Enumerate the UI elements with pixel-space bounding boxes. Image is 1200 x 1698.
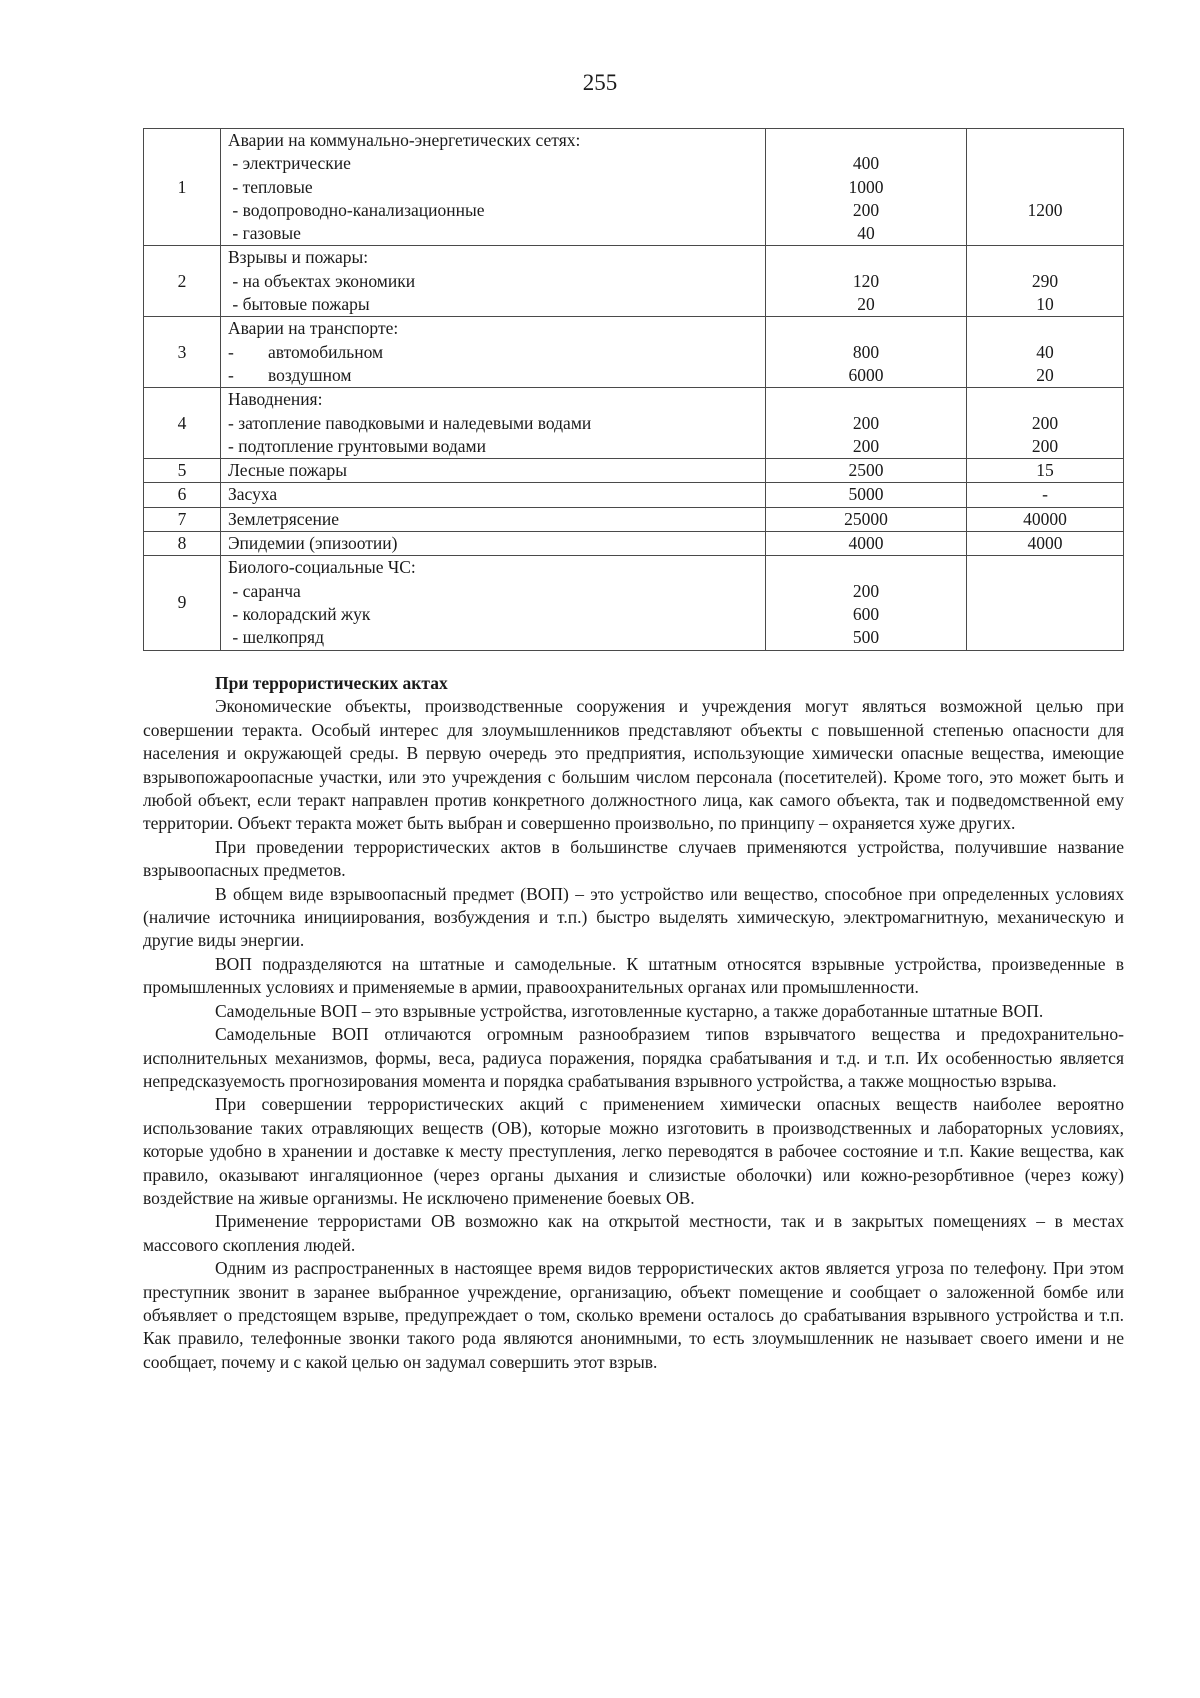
row-value [974, 603, 1116, 626]
row-value [773, 556, 959, 579]
row-name-line [228, 508, 758, 531]
row-name-line [228, 246, 758, 269]
row-name-line [228, 199, 758, 222]
row-value: 500 [852, 627, 880, 648]
section-paragraphs [143, 695, 1124, 1374]
row-name-text: - тепловые [228, 176, 313, 197]
row-number: 3 [144, 317, 221, 388]
row-value [974, 580, 1116, 603]
row-value: 40000 [1023, 508, 1067, 529]
row-value [974, 556, 1116, 579]
row-number: 5 [144, 459, 221, 483]
row-value-2-cell [967, 246, 1124, 317]
row-value: 600 [852, 603, 880, 624]
row-value: 15 [1036, 460, 1054, 481]
row-name-cell [221, 246, 766, 317]
row-value-1-cell [766, 507, 967, 531]
row-name-text: - шелкопряд [228, 627, 324, 648]
row-name-cell [221, 483, 766, 507]
row-name-cell [221, 556, 766, 650]
row-name-text: Эпидемии (эпизоотии) [228, 533, 398, 554]
row-name-cell [221, 507, 766, 531]
row-name-text: - подтопление грунтовыми водами [228, 435, 486, 456]
table-row [144, 507, 1124, 531]
row-name-text: Землетрясение [228, 508, 340, 529]
row-name-line [228, 270, 758, 293]
row-value [974, 317, 1116, 340]
row-name-line [228, 176, 758, 199]
row-value: 200 [1031, 412, 1059, 433]
row-value-2-cell [967, 129, 1124, 246]
row-value: 1200 [1027, 199, 1063, 220]
row-value-2-cell [967, 459, 1124, 483]
table-row [144, 532, 1124, 556]
row-name-text: - колорадский жук [228, 603, 371, 624]
row-value: 290 [1031, 270, 1059, 291]
paragraph: В общем виде взрывоопасный предмет (ВОП) – это устройство или вещество, способное при определенных условиях (наличие источника инициирования, возбуждения и т.п.) быстро выделять химическую, электромагнитную, механическую и другие виды энергии. [143, 883, 1124, 951]
row-value-1-cell [766, 459, 967, 483]
page-number: 255 [582, 70, 618, 95]
row-value: 5000 [848, 484, 884, 505]
row-value: 1000 [848, 176, 884, 197]
row-name-text: Взрывы и пожары: [228, 247, 369, 268]
table-row [144, 483, 1124, 507]
row-value: 120 [852, 270, 880, 291]
row-value: 10 [1036, 294, 1054, 315]
row-name-cell [221, 317, 766, 388]
section-heading: При террористических актах [215, 673, 448, 693]
table-row [144, 317, 1124, 388]
row-name-text: Биолого-социальные ЧС: [228, 557, 416, 578]
row-value [974, 626, 1116, 649]
row-value [974, 246, 1116, 269]
row-value-2-cell [967, 483, 1124, 507]
row-value [773, 388, 959, 411]
table-row [144, 246, 1124, 317]
row-value-2-cell [967, 556, 1124, 650]
row-value: 200 [852, 199, 880, 220]
row-value [974, 152, 1116, 175]
row-value-1-cell [766, 388, 967, 459]
row-name-text: Лесные пожары [228, 460, 348, 481]
table-row [144, 556, 1124, 650]
row-name-text: - на объектах экономики [228, 270, 416, 291]
row-value-1-cell [766, 556, 967, 650]
row-value-1-cell [766, 532, 967, 556]
row-value: 400 [852, 153, 880, 174]
list-dash: - [228, 341, 234, 362]
row-value: 40 [1036, 341, 1054, 362]
row-name-line [228, 412, 758, 435]
row-name-cell [221, 388, 766, 459]
row-value: 6000 [848, 364, 884, 385]
row-value: 25000 [844, 508, 888, 529]
row-name-line [228, 293, 758, 316]
row-name-line [228, 222, 758, 245]
row-value [773, 317, 959, 340]
row-value-2-cell [967, 317, 1124, 388]
row-value-1-cell [766, 129, 967, 246]
row-name-line [228, 626, 758, 649]
row-value-1-cell [766, 246, 967, 317]
row-value: 800 [852, 341, 880, 362]
row-name-cell [221, 129, 766, 246]
row-value: 4000 [848, 533, 884, 554]
row-name-line [228, 580, 758, 603]
row-name-text: Аварии на транспорте: [228, 318, 399, 339]
table-row [144, 129, 1124, 246]
row-value [974, 129, 1116, 152]
row-value [974, 176, 1116, 199]
row-value [773, 129, 959, 152]
row-name-cell [221, 532, 766, 556]
table-row [144, 459, 1124, 483]
row-name-cell [221, 459, 766, 483]
emergency-table-body [144, 129, 1124, 651]
row-name-line [228, 364, 758, 387]
row-value-2-cell [967, 532, 1124, 556]
paragraph: При совершении террористических акций с применением химически опасных веществ наиболее вероятно использование таких отравляющих веществ (ОВ), которые можно изготовить в производственных и лабораторных условиях, которые удобно в хранении и доставке к месту преступления, легко переводятся в рабочее состояние и т.п. Какие вещества, как правило, оказывают ингаляционное (через органы дыхания и слизистые оболочки) или кожно-резорбтивное (через кожу) воздействие на живые организмы. Не исключено применение боевых ОВ. [143, 1094, 1124, 1208]
row-name-text: Засуха [228, 484, 278, 505]
row-name-text: Аварии на коммунально-энергетических сетях: [228, 130, 581, 150]
row-number: 2 [144, 246, 221, 317]
row-number: 6 [144, 483, 221, 507]
row-name-line [228, 435, 758, 458]
row-name-line [228, 603, 758, 626]
row-number: 4 [144, 388, 221, 459]
row-value: - [1042, 484, 1048, 505]
list-dash: - [228, 364, 234, 385]
row-name-line [228, 341, 758, 364]
row-name-line [228, 532, 758, 555]
row-name-line [228, 388, 758, 411]
row-name-line [228, 556, 758, 579]
row-value: 2500 [848, 460, 884, 481]
row-number: 8 [144, 532, 221, 556]
row-number: 1 [144, 129, 221, 246]
row-value: 20 [1036, 364, 1054, 385]
row-value-1-cell [766, 317, 967, 388]
row-number: 7 [144, 507, 221, 531]
row-name-text: - затопление паводковыми и наледевыми водами [228, 412, 592, 433]
row-value: 20 [857, 294, 875, 315]
row-value: 200 [852, 435, 880, 456]
terror-section [143, 672, 1124, 1374]
row-value-2-cell [967, 388, 1124, 459]
paragraph: Экономические объекты, производственные сооружения и учреждения могут являться возможной целью при совершении теракта. Особый интерес для злоумышленников представляют объекты с повышенной степенью опасности для населения и окружающей среды. В первую очередь это предприятия, использующие химически опасные вещества, имеющие взрывопожароопасные участки, или это учреждения с большим числом персонала (посетителей). Кроме того, это может быть и любой объект, если теракт направлен против конкретного должностного лица, как самого объекта, так и подведомственной ему территории. Объект теракта может быть выбран и совершенно произвольно, по принципу – охраняется хуже других. [143, 696, 1124, 834]
row-value [974, 388, 1116, 411]
row-name-line [228, 129, 758, 152]
row-value [974, 222, 1116, 245]
paragraph: Самодельные ВОП отличаются огромным разнообразием типов взрывчатого вещества и предохранительно-исполнительных механизмов, формы, веса, радиуса поражения, порядка срабатывания и т.д. и т.п. Их особенностью является непредсказуемость прогнозирования момента и порядка срабатывания взрывного устройства, а также мощностью взрыва. [143, 1024, 1124, 1091]
paragraph: При проведении террористических актов в большинстве случаев применяются устройства, получившие название взрывоопасных предметов. [143, 836, 1124, 881]
paragraph: Самодельные ВОП – это взрывные устройства, изготовленные кустарно, а также доработанные штатные ВОП. [215, 1000, 1044, 1021]
emergency-table [143, 128, 1124, 651]
row-name-line [228, 317, 758, 340]
paragraph: ВОП подразделяются на штатные и самодельные. К штатным относятся взрывные устройства, произведенные в промышленных условиях и применяемые в армии, правоохранительных органах или промышленности. [143, 953, 1124, 998]
row-name-text: - водопроводно-канализационные [228, 199, 485, 220]
row-name-text: - электрические [228, 153, 351, 174]
row-value-2-cell [967, 507, 1124, 531]
row-number: 9 [144, 556, 221, 650]
row-name-line [228, 152, 758, 175]
row-value: 200 [852, 412, 880, 433]
paragraph: Одним из распространенных в настоящее время видов террористических актов является угроза по телефону. При этом преступник звонит в заранее выбранное учреждение, организацию, объект помещение и сообщает о заложенной бомбе или объявляет о предстоящем взрыве, предупреждает о том, сколько времени осталось до срабатывания взрывного устройства и т.п. Как правило, телефонные звонки такого рода являются анонимными, то есть злоумышленник не называет своего имени и не сообщает, почему и с какой целью он задумал совершить этот взрыв. [143, 1258, 1124, 1372]
row-value: 40 [857, 223, 875, 244]
row-value [773, 246, 959, 269]
row-value: 200 [852, 580, 880, 601]
row-name-text: - саранча [228, 580, 301, 601]
row-value: 4000 [1027, 533, 1063, 554]
row-name-text: - газовые [228, 223, 301, 244]
paragraph: Применение террористами ОВ возможно как на открытой местности, так и в закрытых помещениях – в местах массового скопления людей. [143, 1211, 1124, 1255]
row-name-line [228, 459, 758, 482]
table-row [144, 388, 1124, 459]
row-name-text: воздушном [268, 364, 352, 385]
row-value: 200 [1031, 435, 1059, 456]
row-name-line [228, 483, 758, 506]
row-name-text: Наводнения: [228, 389, 323, 410]
row-name-text: - бытовые пожары [228, 294, 370, 315]
row-name-text: автомобильном [268, 341, 384, 362]
row-value-1-cell [766, 483, 967, 507]
